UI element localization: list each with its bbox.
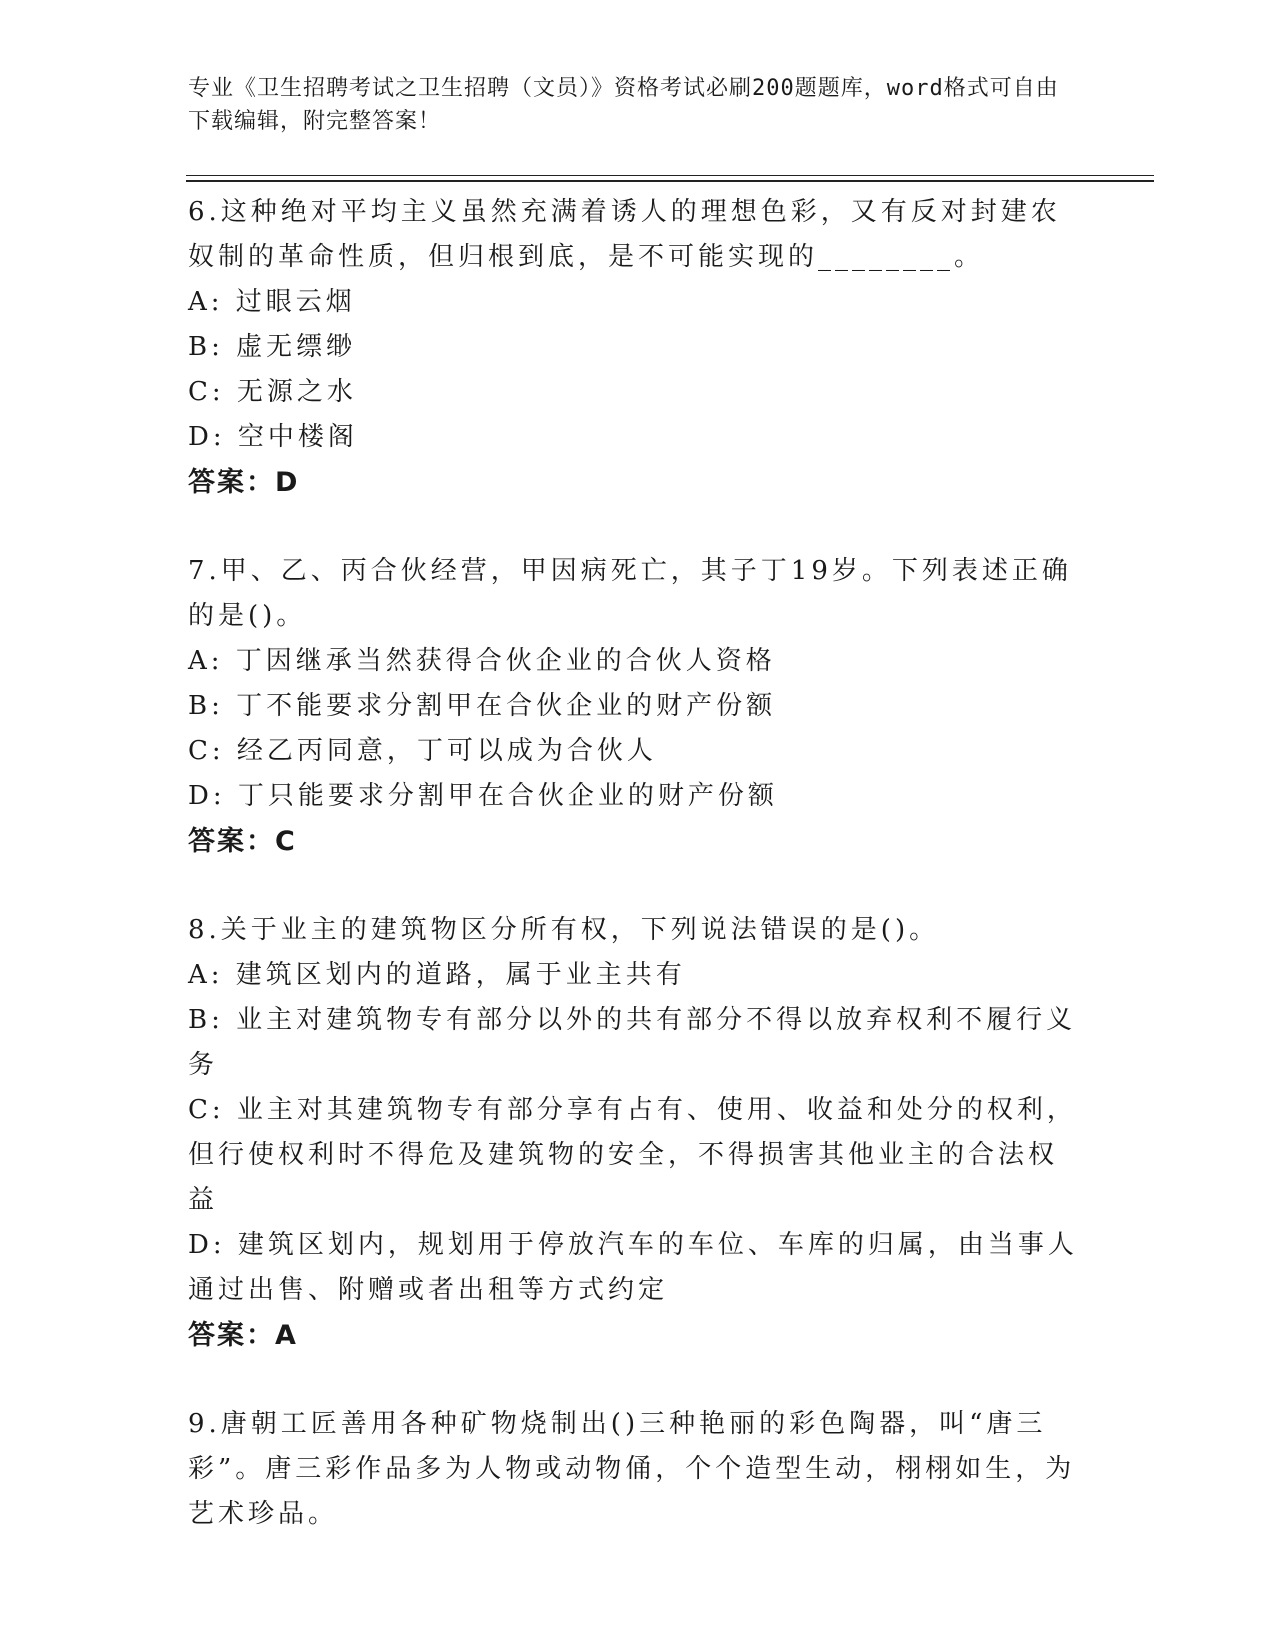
question-6 [188, 190, 1078, 505]
question-9 [188, 1402, 1078, 1537]
option-a: A: 建筑区划内的道路，属于业主共有 [188, 960, 686, 990]
header-divider-thick [186, 180, 1154, 182]
answer-line: 答案：D [188, 467, 300, 498]
document-header: 专业《卫生招聘考试之卫生招聘（文员）》资格考试必刷200题题库，word格式可自由下载编辑，附完整答案！ [188, 76, 1059, 134]
header-divider-thin [186, 175, 1154, 176]
question-stem: 7.甲、乙、丙合伙经营，甲因病死亡，其子丁19岁。下列表述正确的是()。 [188, 556, 1072, 631]
option-b: B: 业主对建筑物专有部分以外的共有部分不得以放弃权利不履行义务 [188, 1005, 1077, 1080]
question-list [188, 190, 1078, 1537]
option-a: A: 丁因继承当然获得合伙企业的合伙人资格 [188, 646, 776, 676]
question-7 [188, 549, 1078, 864]
answer-line: 答案：C [188, 826, 297, 857]
option-d: D: 空中楼阁 [188, 422, 358, 452]
option-a: A: 过眼云烟 [188, 287, 356, 317]
question-stem: 6.这种绝对平均主义虽然充满着诱人的理想色彩，又有反对封建农奴制的革命性质，但归根到底，是不可能实现的________。 [188, 197, 1061, 272]
option-b: B: 丁不能要求分割甲在合伙企业的财产份额 [188, 691, 777, 721]
answer-line: 答案：A [188, 1320, 298, 1351]
option-b: B: 虚无缥缈 [188, 332, 357, 362]
option-c: C: 经乙丙同意，丁可以成为合伙人 [188, 736, 657, 766]
option-c: C: 无源之水 [188, 377, 357, 407]
option-c: C: 业主对其建筑物专有部分享有占有、使用、收益和处分的权利，但行使权利时不得危及建筑物的安全，不得损害其他业主的合法权益 [188, 1095, 1077, 1215]
question-stem: 8.关于业主的建筑物区分所有权，下列说法错误的是()。 [188, 915, 940, 945]
question-8 [188, 908, 1078, 1358]
option-d: D: 建筑区划内，规划用于停放汽车的车位、车库的归属，由当事人通过出售、附赠或者出租等方式约定 [188, 1230, 1078, 1305]
option-d: D: 丁只能要求分割甲在合伙企业的财产份额 [188, 781, 778, 811]
question-stem: 9.唐朝工匠善用各种矿物烧制出()三种艳丽的彩色陶器，叫“唐三彩”。唐三彩作品多为人物或动物俑，个个造型生动，栩栩如生，为艺术珍品。 [188, 1409, 1076, 1529]
